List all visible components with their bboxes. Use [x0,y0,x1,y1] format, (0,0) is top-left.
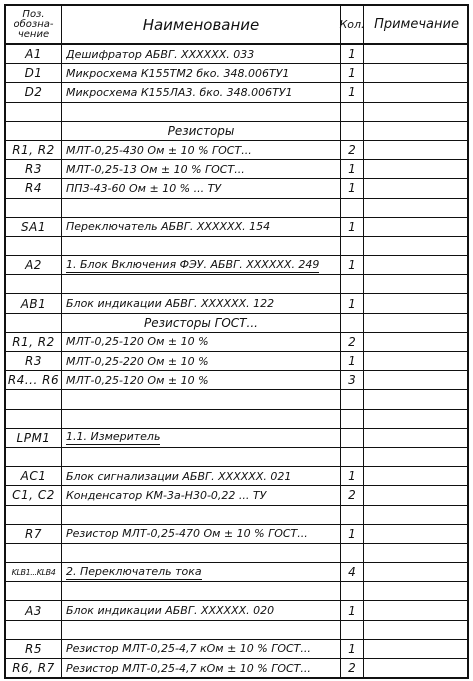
row-position: R3 [25,354,42,369]
table-row [6,352,467,371]
table-row [6,122,467,141]
row-name [66,640,340,658]
table-row [6,45,467,64]
row-name [66,83,340,101]
row-name-text: Дешифратор АБВГ. XXXXXX. 033 [66,47,255,61]
header-note: Примечание [374,17,459,32]
row-name [66,256,340,274]
row-position: D1 [24,66,43,81]
row-position [6,103,61,121]
row-name-text: МЛТ-0,25-13 Ом ± 10 % ГОСТ... [66,162,245,176]
header-position-line1: Поз. [22,8,45,20]
row-name [66,659,340,677]
table-row [6,160,467,179]
row-qty: 1 [348,526,356,541]
row-position: R3 [25,162,42,177]
row-name [66,448,340,466]
row-name [66,582,340,600]
row-name-text: Микросхема К155ЛА3. бко. 348.006ТУ1 [66,85,293,99]
row-qty [341,410,363,428]
table-row [6,314,467,333]
row-name-text: Блок индикации АБВГ. XXXXXX. 122 [66,297,275,311]
header-position [6,6,61,43]
row-position [6,506,61,524]
row-name [66,563,340,581]
row-qty: 2 [348,334,356,349]
row-qty [341,199,363,217]
row-qty: 1 [348,469,356,484]
row-name-text: Резистор МЛТ-0,25-4,7 кОм ± 10 % ГОСТ... [66,642,311,656]
row-name [66,467,340,485]
row-position [6,122,61,140]
header-qty: Кол. [339,18,365,31]
row-name-text: 1. Блок Включения ФЭУ. АБВГ. XXXXXX. 249 [66,257,320,271]
table-row [6,103,467,122]
table-row [6,544,467,563]
row-name-text: Резистор МЛТ-0,25-470 Ом ± 10 % ГОСТ... [66,527,308,541]
table-row [6,429,467,448]
row-qty: 1 [348,296,356,311]
table-row [6,390,467,409]
row-position [6,314,61,332]
row-name [66,237,340,255]
row-position: D2 [24,85,43,100]
row-qty: 1 [348,354,356,369]
row-name [66,601,340,619]
row-position [6,410,61,428]
row-qty [341,621,363,639]
row-position: LPM1 [16,430,51,445]
table-row [6,563,467,582]
table-row [6,486,467,505]
row-position: R4 [25,181,42,196]
table-row [6,294,467,313]
row-position: R6, R7 [12,661,55,676]
row-qty: 1 [348,85,356,100]
row-position [6,582,61,600]
row-name [66,525,340,543]
header-position-line2: обозна- [13,18,54,30]
row-name-text: Резисторы [167,123,235,138]
row-position: AB1 [20,296,47,311]
row-name [66,390,340,408]
row-qty [341,237,363,255]
table-row [6,621,467,640]
row-qty [341,506,363,524]
row-qty [341,275,363,293]
row-position: C1, C2 [12,488,55,503]
row-qty: 4 [348,565,356,580]
row-position: A2 [25,258,42,273]
row-qty [341,582,363,600]
row-name-text: Резисторы ГОСТ... [144,315,258,330]
row-qty: 2 [348,488,356,503]
row-position: A1 [25,47,42,62]
row-name [66,410,340,428]
row-name [66,199,340,217]
row-name-text: МЛТ-0,25-120 Ом ± 10 % [66,373,209,387]
row-name [66,352,340,370]
row-name [66,179,340,197]
row-position: AC1 [20,469,47,484]
table-row [6,640,467,659]
row-qty [341,544,363,562]
row-name [66,103,340,121]
row-qty [341,429,363,447]
table-row [6,448,467,467]
row-qty [341,103,363,121]
row-position: KLB1...KLB4 [11,567,56,577]
row-name [62,314,340,332]
table-row [6,467,467,486]
table-row [6,333,467,352]
row-qty: 2 [348,143,356,158]
row-position: R1, R2 [12,334,55,349]
row-position: SA1 [21,219,46,234]
table-row [6,199,467,218]
row-qty: 1 [348,258,356,273]
row-name-text: МЛТ-0,25-120 Ом ± 10 % [66,335,209,349]
row-name-text: Конденсатор КМ-3а-Н30-0,22 ... ТУ [66,488,267,502]
table-row [6,275,467,294]
row-name [66,294,340,312]
table-row [6,83,467,102]
specification-sheet [4,4,469,679]
row-qty: 1 [348,181,356,196]
table-row [6,582,467,601]
row-qty [341,448,363,466]
row-name [66,218,340,236]
row-position [6,390,61,408]
table-row [6,179,467,198]
row-qty: 1 [348,66,356,81]
row-name [66,275,340,293]
row-position: A3 [25,603,42,618]
row-qty: 1 [348,219,356,234]
row-position: R4... R6 [7,373,60,388]
row-name-text: Резистор МЛТ-0,25-4,7 кОм ± 10 % ГОСТ... [66,661,311,675]
row-name-text: Блок индикации АБВГ. XXXXXX. 020 [66,604,275,618]
row-name [66,64,340,82]
row-name-text: Микросхема К155ТМ2 бко. 348.006ТУ1 [66,66,290,80]
row-name [66,371,340,389]
header-name: Наименование [142,15,260,34]
row-name-text: 1.1. Измеритель [66,430,161,444]
table-row [6,659,467,678]
table-row [6,237,467,256]
table-row [6,410,467,429]
header-position-line3: чение [17,28,50,40]
row-name [66,486,340,504]
row-name [62,122,340,140]
row-position [6,199,61,217]
table-row [6,601,467,620]
row-qty: 1 [348,47,356,62]
row-position [6,544,61,562]
row-name-text: МЛТ-0,25-430 Ом ± 10 % ГОСТ... [66,143,252,157]
row-name-text: ППЗ-43-60 Ом ± 10 % ... ТУ [66,181,222,195]
table-row [6,64,467,83]
row-qty: 2 [348,661,356,676]
row-qty: 1 [348,603,356,618]
table-row [6,506,467,525]
row-position: R1, R2 [12,143,55,158]
row-name [66,621,340,639]
row-position: R5 [25,641,42,656]
row-name [66,333,340,351]
row-position [6,448,61,466]
row-name [66,141,340,159]
row-qty: 3 [348,373,356,388]
row-name [66,45,340,63]
row-name [66,544,340,562]
table-row [6,256,467,275]
row-name-text: МЛТ-0,25-220 Ом ± 10 % [66,354,209,368]
row-qty [341,314,363,332]
row-name-text: 2. Переключатель тока [66,564,202,578]
row-position [6,275,61,293]
table-row [6,141,467,160]
spec-rows [6,45,467,678]
row-name [66,160,340,178]
table-row [6,525,467,544]
row-name-text: Блок сигнализации АБВГ. XXXXXX. 021 [66,469,292,483]
row-position [6,621,61,639]
row-name [66,506,340,524]
row-qty: 1 [348,162,356,177]
row-qty: 1 [348,641,356,656]
row-position [6,237,61,255]
row-qty [341,390,363,408]
row-name-text: Переключатель АБВГ. XXXXXX. 154 [66,220,271,234]
row-qty [341,122,363,140]
row-position: R7 [25,526,42,541]
table-row [6,371,467,390]
row-name [66,429,340,447]
table-row [6,218,467,237]
